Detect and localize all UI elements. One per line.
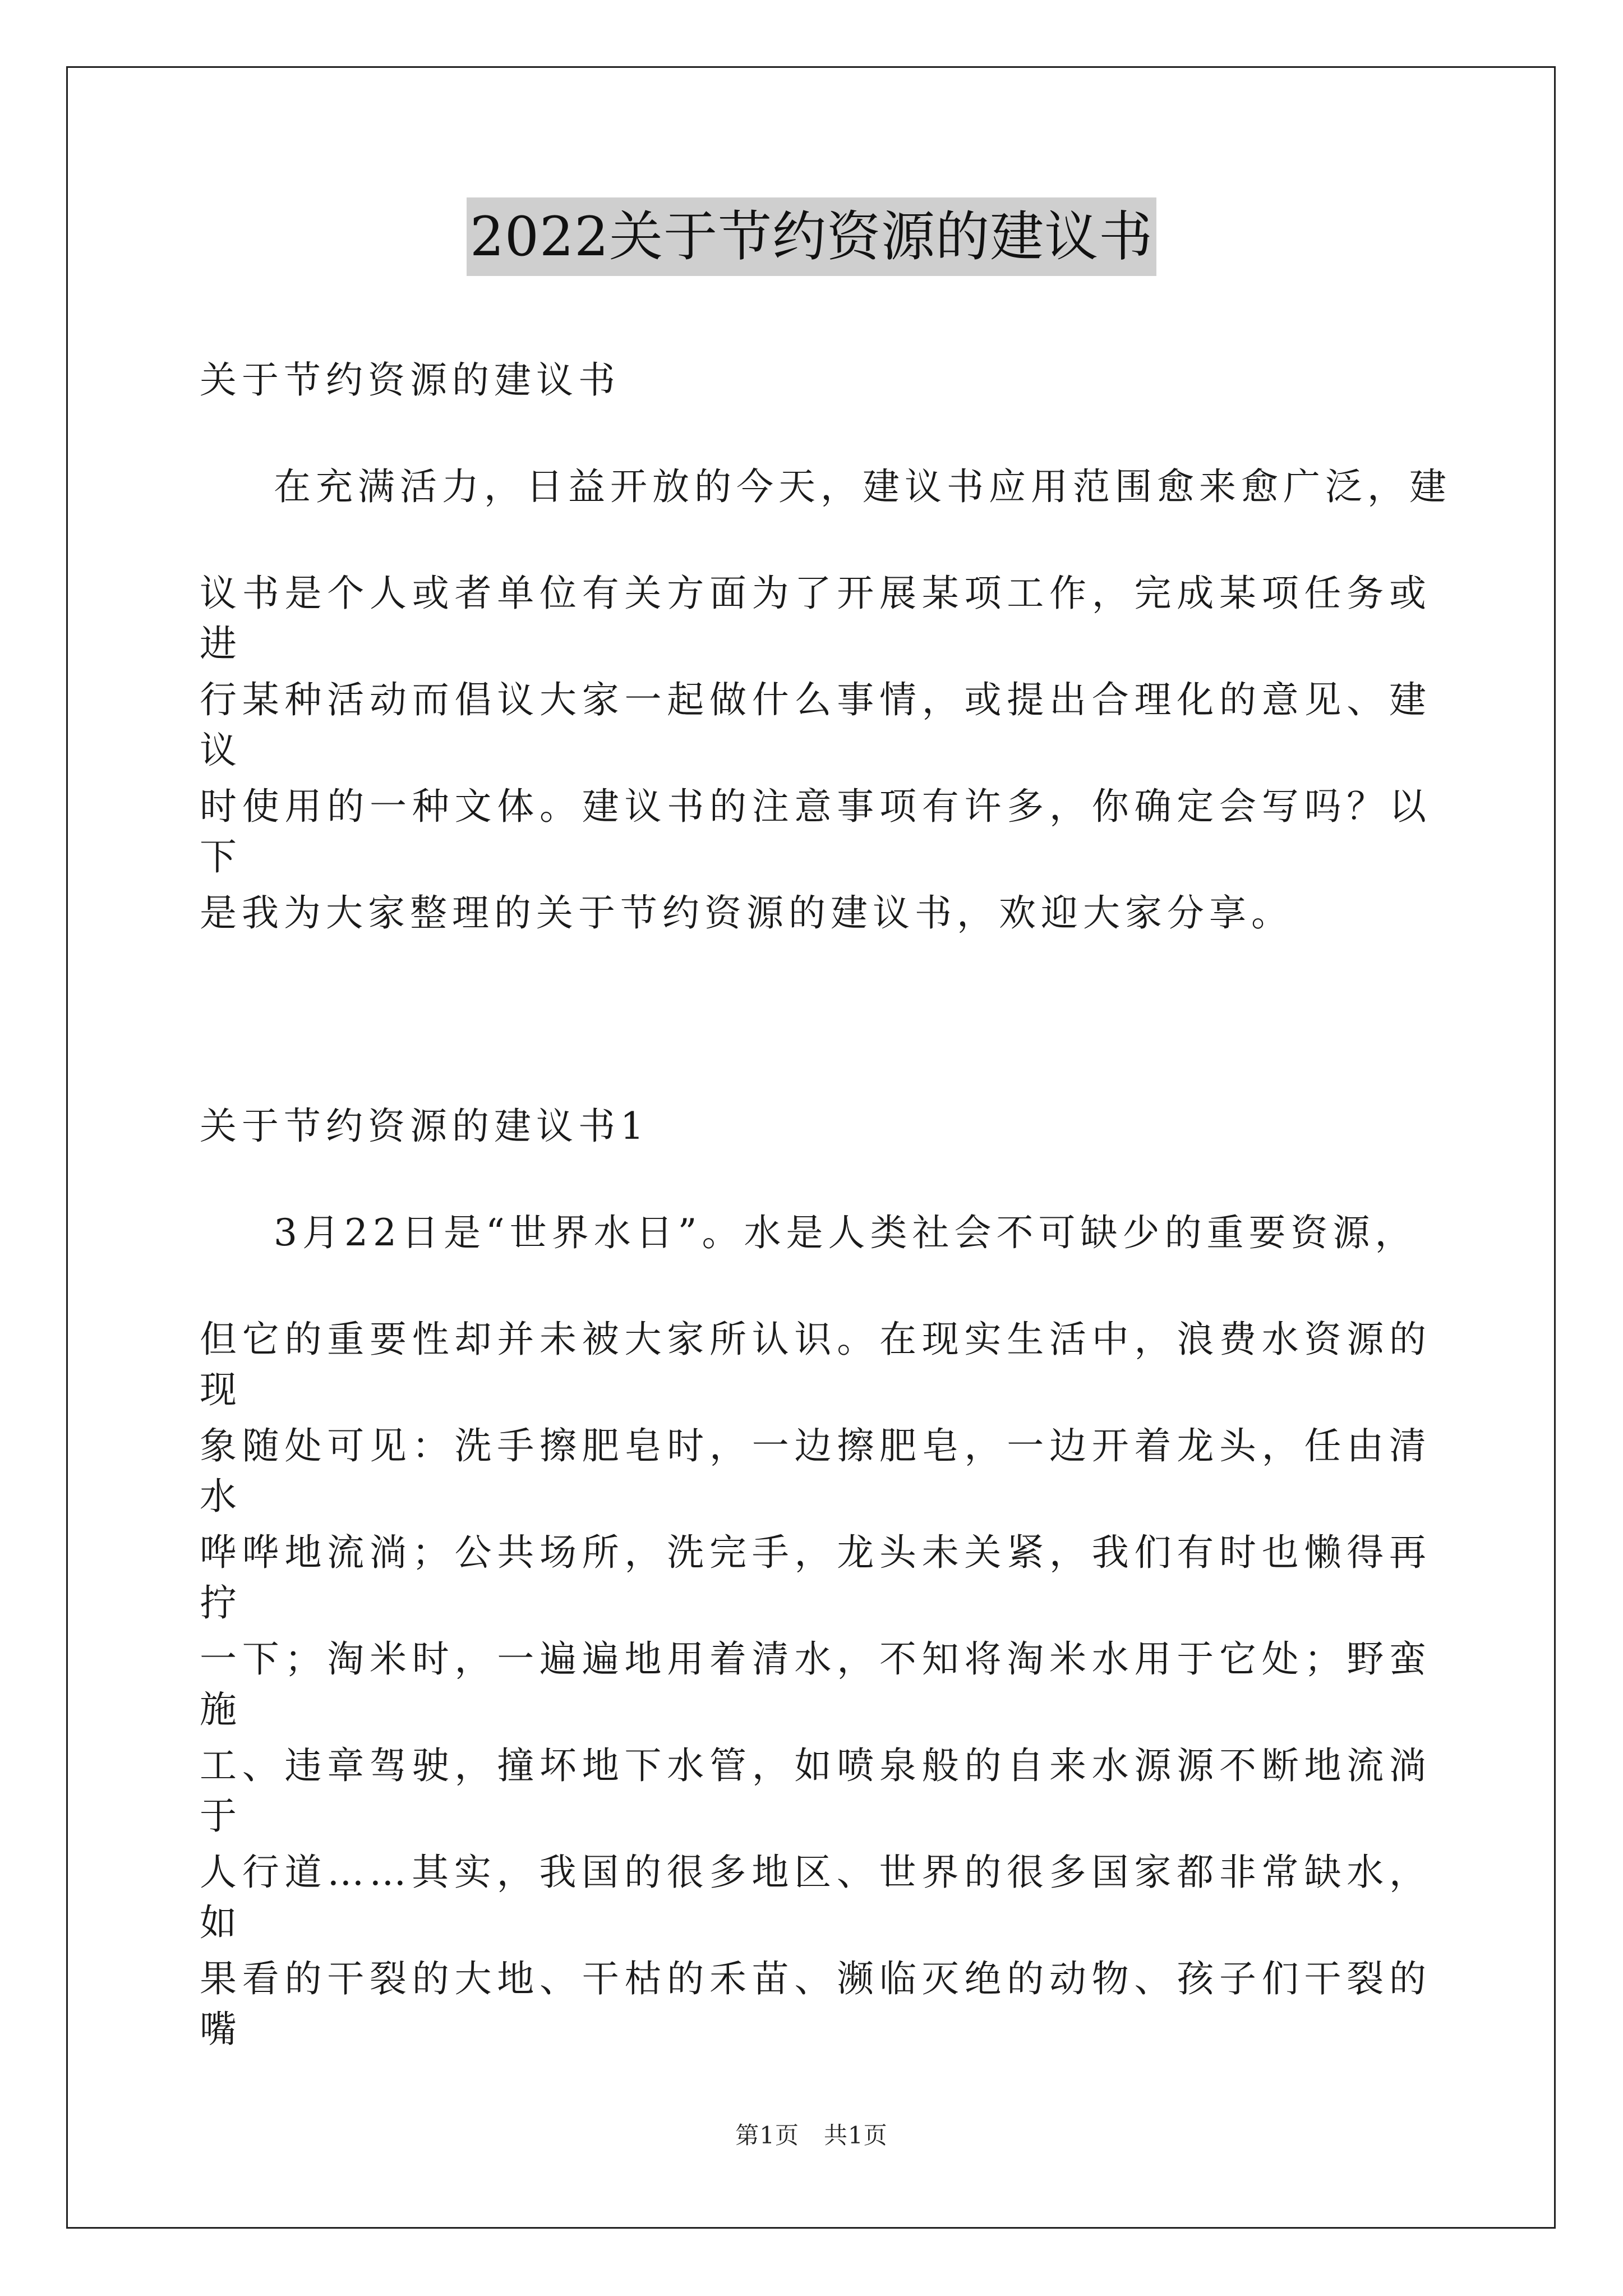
document-title: 2022关于节约资源的建议书: [467, 197, 1156, 276]
title-container: [0, 197, 1623, 276]
page-footer: [0, 2117, 1623, 2151]
paragraph-line: 人行道……其实，我国的很多地区、世界的很多国家都非常缺水，如: [200, 1851, 1431, 1944]
page-number: 第1页: [735, 2122, 799, 2149]
paragraph-line: 哗哗地流淌；公共场所，洗完手，龙头未关紧，我们有时也懒得再拧: [200, 1531, 1431, 1625]
paragraph-line: 行某种活动而倡议大家一起做什么事情，或提出合理化的意见、建议: [200, 678, 1431, 772]
page-total: 共1页: [824, 2122, 888, 2149]
paragraph-line: 一下；淘米时，一遍遍地用着清水，不知将淘米水用于它处；野蛮施: [200, 1637, 1431, 1731]
section-heading: 关于节约资源的建议书1: [200, 1105, 649, 1148]
paragraph-line: 工、违章驾驶，撞坏地下水管，如喷泉般的自来水源源不断地流淌于: [200, 1744, 1431, 1838]
paragraph-line: 议书是个人或者单位有关方面为了开展某项工作，完成某项任务或进: [200, 572, 1431, 665]
paragraph-line: 象随处可见：洗手擦肥皂时，一边擦肥皂，一边开着龙头，任由清水: [200, 1424, 1431, 1518]
paragraph-line: 3月22日是“世界水日”。水是人类社会不可缺少的重要资源，: [274, 1211, 1417, 1254]
paragraph-line: 果看的干裂的大地、干枯的禾苗、濒临灭绝的动物、孩子们干裂的嘴: [200, 1957, 1431, 2051]
section-heading: 关于节约资源的建议书: [200, 358, 620, 402]
paragraph-line: 在充满活力，日益开放的今天，建议书应用范围愈来愈广泛，建: [274, 465, 1451, 508]
paragraph-line: 但它的重要性却并未被大家所认识。在现实生活中，浪费水资源的现: [200, 1318, 1431, 1411]
paragraph-line: 是我为大家整理的关于节约资源的建议书，欢迎大家分享。: [200, 891, 1293, 935]
paragraph-line: 时使用的一种文体。建议书的注意事项有许多，你确定会写吗？以下: [200, 785, 1431, 878]
